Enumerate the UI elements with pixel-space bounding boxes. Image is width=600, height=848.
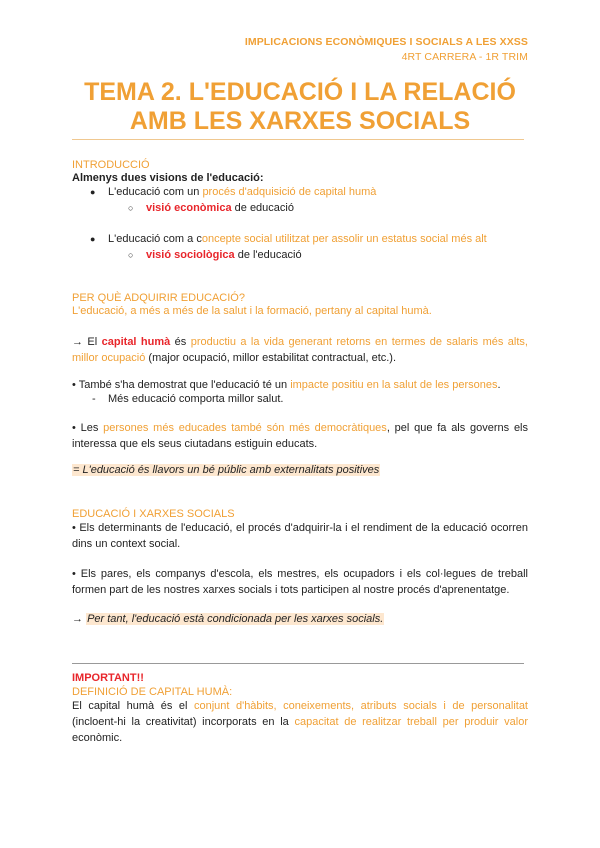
why-heading: PER QUÈ ADQUIRIR EDUCACIÓ? bbox=[72, 292, 245, 304]
dash-icon: - bbox=[92, 393, 96, 405]
bullet-dot-icon: ● bbox=[90, 234, 96, 244]
important-label: IMPORTANT!! bbox=[72, 672, 144, 684]
intro-item-2: L'educació com a concepte social utilitzat per assolir un estatus social més alt bbox=[108, 233, 487, 245]
definition-heading: DEFINICIÓ DE CAPITAL HUMÀ: bbox=[72, 686, 233, 698]
why-conclusion: = L'educació és llavors un bé públic amb externalitats positives bbox=[73, 464, 380, 476]
course-header: IMPLICACIONS ECONÒMIQUES I SOCIALS A LES XXSS bbox=[244, 36, 528, 48]
networks-paragraph-1: • Els determinants de l'educació, el procés d'adquirir-la i el rendiment de la educació ocorren dins un context social. bbox=[72, 522, 528, 550]
title-line-2: AMB LES XARXES SOCIALS bbox=[129, 107, 471, 135]
intro-item-1: L'educació com un procés d'adquisició de capital humà bbox=[108, 186, 377, 198]
networks-heading: EDUCACIÓ I XARXES SOCIALS bbox=[72, 508, 235, 520]
why-paragraph-1: → El capital humà és productiu a la vida generant retorns en termes de salaris més alts, millor ocupació (major ocupació, millor estabilitat contractual, etc.). bbox=[72, 336, 528, 364]
title-divider bbox=[72, 139, 524, 140]
bullet-circle-icon: ○ bbox=[128, 203, 134, 213]
bullet-circle-icon: ○ bbox=[128, 250, 134, 260]
section-divider bbox=[72, 663, 524, 664]
why-line: L'educació, a més a més de la salut i la formació, pertany al capital humà. bbox=[72, 305, 432, 317]
intro-lead: Almenys dues visions de l'educació: bbox=[72, 172, 264, 184]
intro-heading: INTRODUCCIÓ bbox=[72, 159, 150, 171]
networks-paragraph-2: • Els pares, els companys d'escola, els mestres, els ocupadors i els col·legues de treball formen part de les nostres xarxes socials i tots participen al nostre procés d'aprenentatge. bbox=[72, 568, 528, 596]
why-paragraph-2-sub: Més educació comporta millor salut. bbox=[108, 393, 284, 405]
page-title bbox=[72, 78, 528, 136]
intro-sub-2: visió sociològica de l'educació bbox=[146, 249, 302, 261]
why-paragraph-2: • També s'ha demostrat que l'educació té un impacte positiu en la salut de les persones. bbox=[72, 379, 501, 391]
title-line-1: TEMA 2. L'EDUCACIÓ I LA RELACIÓ bbox=[84, 78, 516, 106]
term-header: 4RT CARRERA - 1R TRIM bbox=[401, 51, 528, 63]
networks-conclusion: → Per tant, l'educació està condicionada per les xarxes socials. bbox=[72, 613, 384, 625]
bullet-dot-icon: ● bbox=[90, 187, 96, 197]
why-paragraph-3: • Les persones més educades també són més democràtiques, pel que fa als governs els interessa que els seus ciutadans estiguin educats. bbox=[72, 422, 529, 450]
definition-paragraph: El capital humà és el conjunt d'hàbits, coneixements, atributs socials i de personalitat (incloent-hi la creativitat) incorporats en la capacitat de realitzar treball per produir valor econòmic. bbox=[72, 700, 528, 744]
intro-sub-1: visió econòmica de educació bbox=[146, 202, 294, 214]
